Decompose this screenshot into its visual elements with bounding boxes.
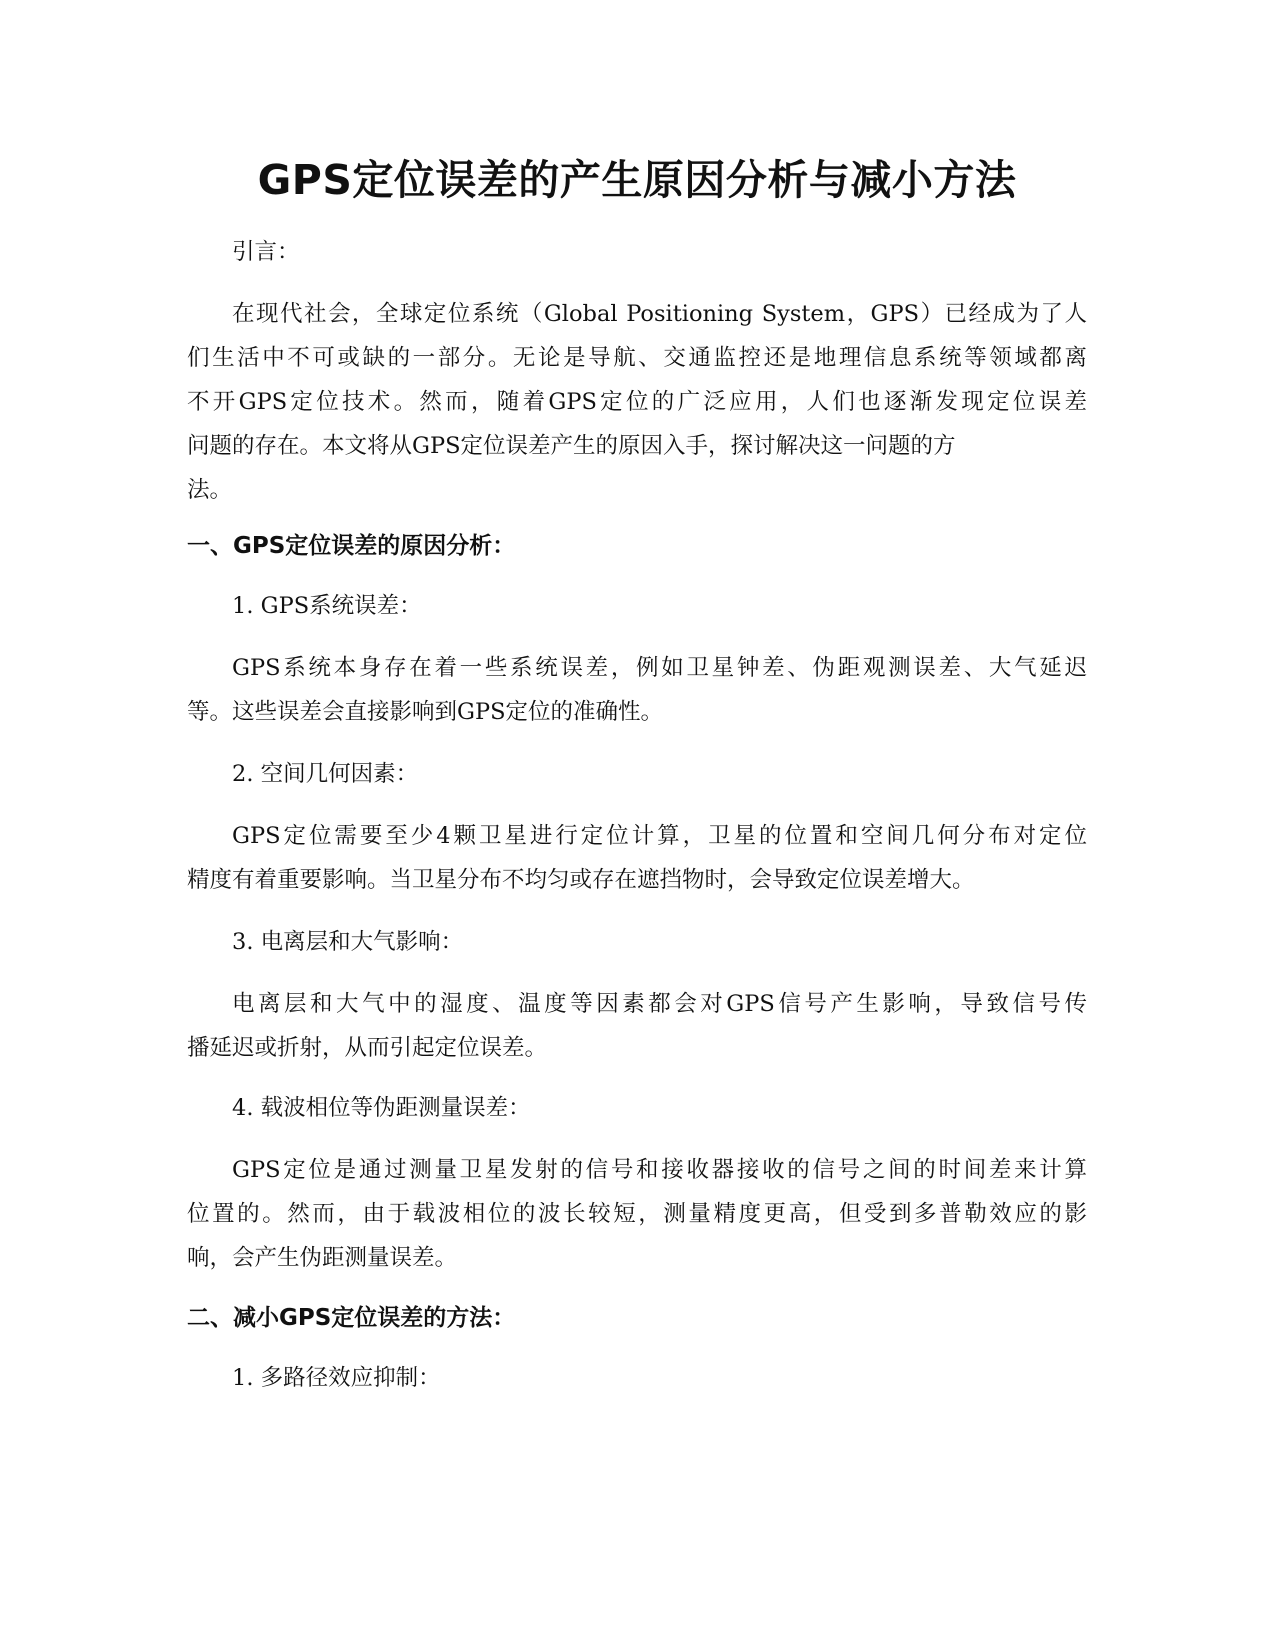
section1-item2-label: 2. 空间几何因素： bbox=[232, 761, 419, 787]
intro-line: 们生活中不可或缺的一部分。无论是导航、交通监控还是地理信息系统等领域都离 bbox=[187, 345, 1087, 371]
paragraph-line: GPS定位是通过测量卫星发射的信号和接收器接收的信号之间的时间差来计算 bbox=[232, 1157, 1087, 1183]
intro-line: 法。 bbox=[187, 477, 233, 503]
paragraph-line: 响，会产生伪距测量误差。 bbox=[187, 1245, 458, 1271]
section2-item1-label: 1. 多路径效应抑制： bbox=[232, 1365, 441, 1391]
intro-paragraph bbox=[187, 292, 1087, 512]
section2-heading: 二、减小GPS定位误差的方法： bbox=[187, 1305, 516, 1331]
intro-line: 问题的存在。本文将从GPS定位误差产生的原因入手，探讨解决这一问题的方 bbox=[187, 433, 956, 459]
document-page bbox=[187, 0, 1087, 1650]
section1-item3-label: 3. 电离层和大气影响： bbox=[232, 929, 464, 955]
paragraph-line: GPS定位需要至少4颗卫星进行定位计算，卫星的位置和空间几何分布对定位 bbox=[232, 823, 1087, 849]
section1-item4-text bbox=[187, 1148, 1087, 1280]
paragraph-line: 精度有着重要影响。当卫星分布不均匀或存在遮挡物时，会导致定位误差增大。 bbox=[187, 867, 975, 893]
section1-item1-label: 1. GPS系统误差： bbox=[232, 593, 422, 619]
paragraph-line: 位置的。然而，由于载波相位的波长较短，测量精度更高，但受到多普勒效应的影 bbox=[187, 1201, 1087, 1227]
section1-heading: 一、GPS定位误差的原因分析： bbox=[187, 533, 516, 559]
document-title: GPS定位误差的产生原因分析与减小方法 bbox=[257, 156, 1017, 204]
intro-label: 引言： bbox=[232, 239, 300, 265]
paragraph-line: 等。这些误差会直接影响到GPS定位的准确性。 bbox=[187, 699, 664, 725]
section1-item1-text bbox=[187, 646, 1087, 734]
paragraph-line: GPS系统本身存在着一些系统误差，例如卫星钟差、伪距观测误差、大气延迟 bbox=[232, 655, 1087, 681]
section1-item4-label: 4. 载波相位等伪距测量误差： bbox=[232, 1095, 531, 1121]
intro-line: 不开GPS定位技术。然而，随着GPS定位的广泛应用，人们也逐渐发现定位误差 bbox=[187, 389, 1087, 415]
intro-line: 在现代社会，全球定位系统（Global Positioning System，GPS）已经成为了人 bbox=[232, 301, 1087, 327]
paragraph-line: 电离层和大气中的湿度、温度等因素都会对GPS信号产生影响，导致信号传 bbox=[232, 991, 1087, 1017]
section1-item2-text bbox=[187, 814, 1087, 902]
section1-item3-text bbox=[187, 982, 1087, 1070]
paragraph-line: 播延迟或折射，从而引起定位误差。 bbox=[187, 1035, 548, 1061]
